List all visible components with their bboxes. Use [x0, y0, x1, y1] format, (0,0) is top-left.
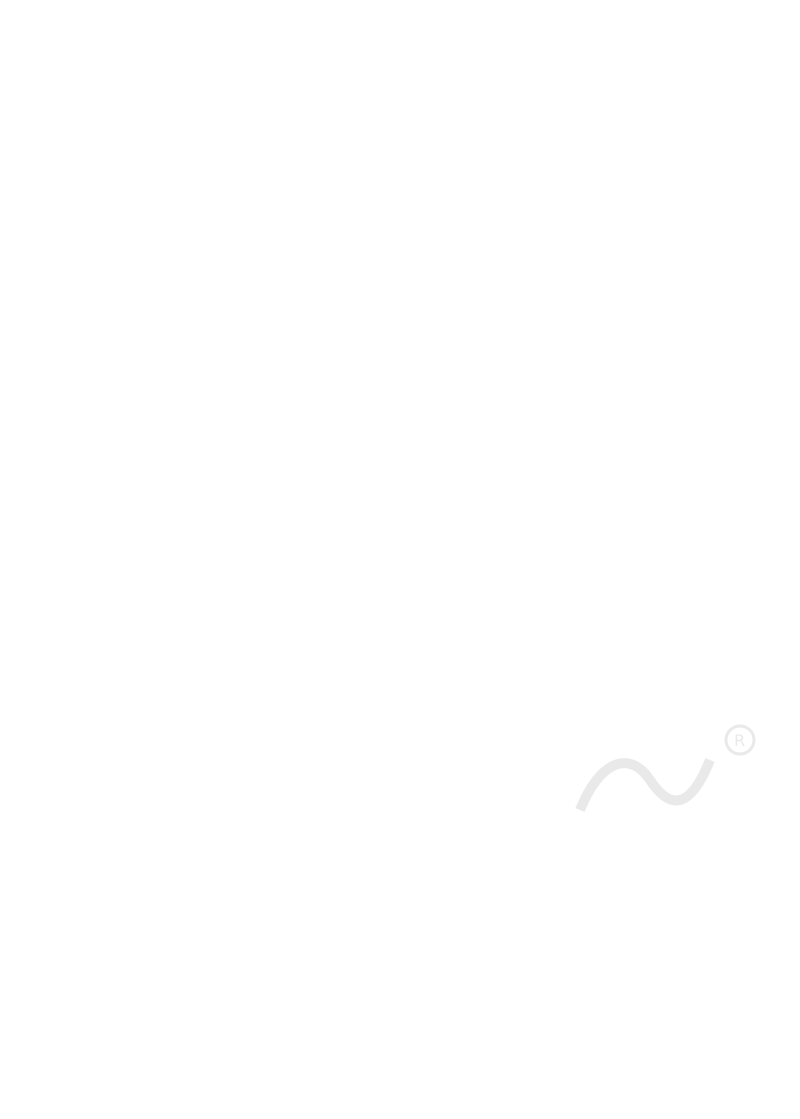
page-footer — [68, 1012, 82, 1033]
watermark-logo — [560, 720, 760, 830]
svg-text:R: R — [734, 731, 746, 750]
